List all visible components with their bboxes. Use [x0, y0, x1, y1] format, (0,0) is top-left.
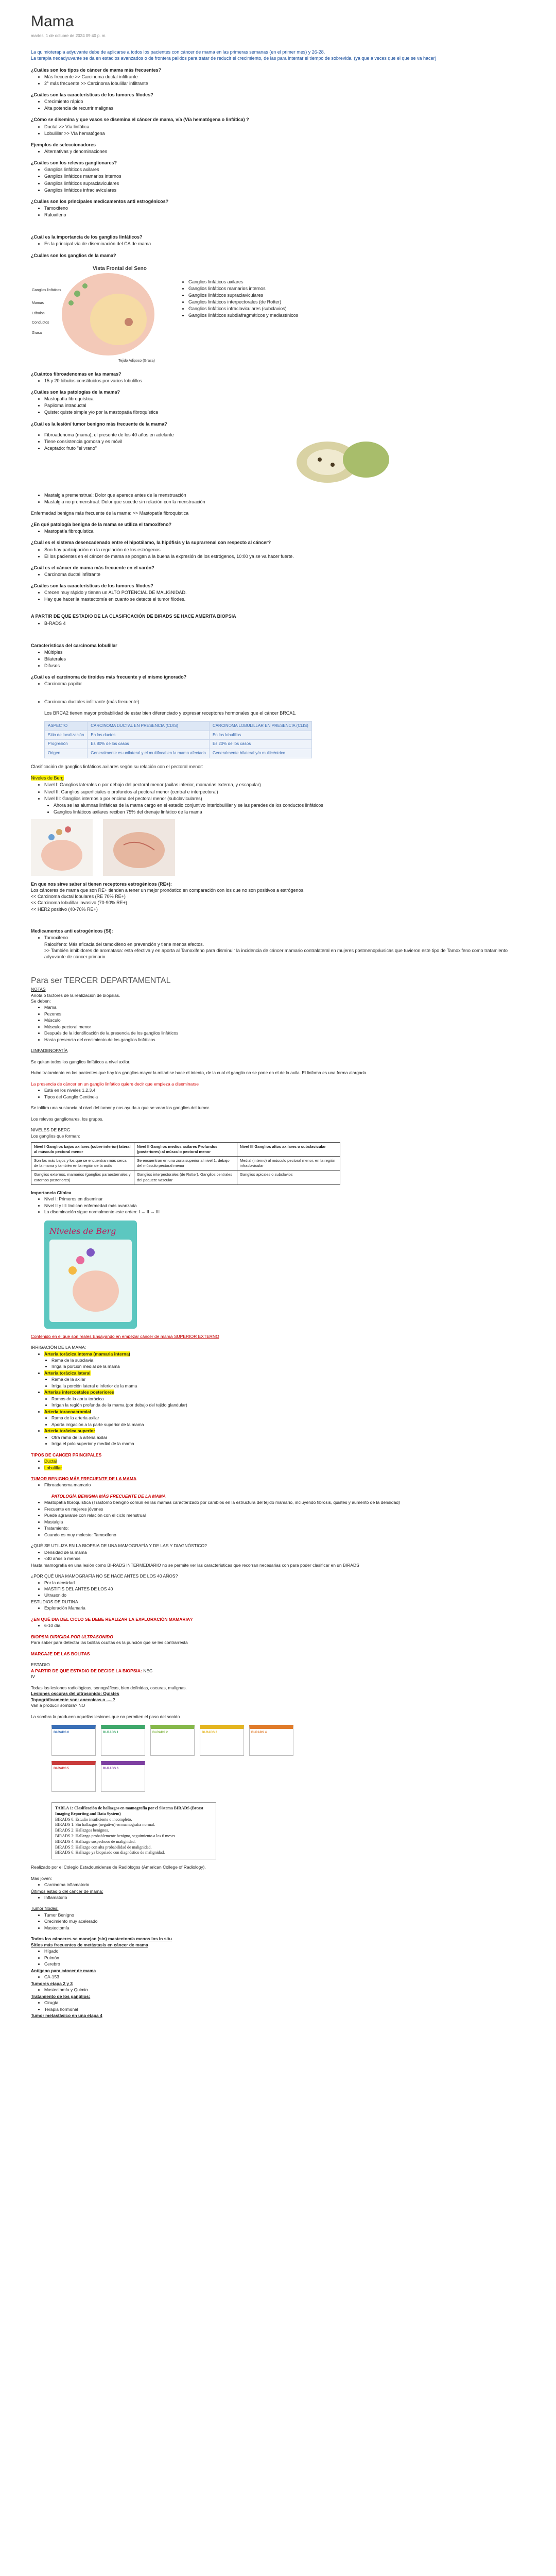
estadio-answer: NEC: [143, 1668, 153, 1673]
part2-subitems: [31, 987, 525, 1004]
qa-answer: • Ductal >> Vía linfática: [44, 124, 525, 130]
list-item: • Mastalgia: [44, 1519, 525, 1525]
list-item: • Frecuente en mujeres jóvenes: [44, 1506, 525, 1512]
intro-text: La quimioterapia adyuvante debe de aplicarse a todos los pacientes con cáncer de mama en las primeras semanas (en el primer mes) y 26-28.: [31, 49, 325, 55]
list-item: • Mama: [44, 1005, 525, 1010]
list-item: • MASTITIS DEL ANTES DE LOS 40: [44, 1586, 525, 1592]
rec-question: En que nos sirve saber si tienen receptores estrogénicos (RE+):: [31, 882, 172, 887]
table-cell: Nivel II Ganglios medios axilares Profundos (posteriores) al músculo pectoral menor: [134, 1142, 237, 1156]
clasif-levels: [44, 782, 525, 801]
type-item: • Ductal: [44, 1459, 525, 1464]
table-cell: Es 20% de los casos: [209, 740, 311, 749]
carc-title: Características del carcinoma lobulillar: [31, 642, 117, 648]
sobre-list: [44, 547, 525, 560]
tabla-rows: [55, 1817, 213, 1856]
subtype-list: [44, 681, 525, 687]
pat-list: [44, 396, 525, 415]
lesion-title: Últimos estadío del cáncer de mama:: [31, 1888, 103, 1894]
birads-card: [101, 1725, 145, 1756]
qa-section: [31, 67, 525, 137]
list-item: • Cerebro: [44, 1961, 525, 1967]
list-item: • Difusos: [44, 663, 525, 669]
list-item: • Puede agravarse con relación con el ciclo menstrual: [44, 1513, 525, 1518]
carc-list: [44, 649, 525, 669]
list-item: • Hay que hacer la mastectomía en cuanto se detecte el tumor filodes.: [44, 596, 525, 602]
types-title: TIPOS DE CANCER PRINCIPALES: [31, 1452, 102, 1458]
irr-item: • Rama de la arteria axilar: [51, 1415, 525, 1421]
levels-figure: [31, 819, 525, 876]
antigeno-title: Antígeno para cáncer de mama: [31, 1968, 96, 1973]
irr-item: • Arteria torácica interna (mamaria interna): [44, 1351, 525, 1357]
breast-label-bottom: Tejido Adiposo (Grasa): [118, 359, 155, 363]
qa-question: ¿Cuáles son las características de los tumores filodes?: [31, 92, 153, 97]
part2-note3: Se infiltra una sustancia al nivel del tumor y nos ayuda a que se vean los ganglios del tumor.: [31, 1105, 210, 1111]
lesion-list: [44, 1895, 525, 1901]
ductal-list: [44, 699, 525, 705]
table-cell: CARCINOMA LOBULILLAR EN PRESENCIA (CLIS): [209, 721, 311, 731]
pat-benign-title: PATOLOGÍA BENIGNA MÁS FRECUENTE DE LA MAMA: [51, 1493, 166, 1499]
berg-card: [44, 1221, 137, 1329]
qa-answers: [44, 124, 525, 137]
intro-text-2: La terapia neoadyuvante se da en estadios avanzados o de frontera palidos para tratar de reducir el crecimiento, de las para intentar el tiempo de sobrevida. (ya que a veces que el que se va hacer): [31, 56, 437, 61]
table-row: [45, 749, 312, 758]
meds2-title: Medicamentos anti estrogénicos (SI):: [31, 928, 113, 934]
var-question: ¿Cuál es el cáncer de mama más frecuente en el varón?: [31, 565, 154, 570]
when-list: [44, 1550, 525, 1562]
list-item: • Raloxifeno: [44, 212, 525, 218]
legend-item: • Ganglios linfáticos subdiafragmáticos y mediastínicos: [188, 312, 298, 318]
birads-card: [101, 1761, 145, 1792]
legend-item: • Ganglios linfáticos infraclaviculares (subclavios): [188, 306, 298, 312]
breast-figure: [31, 263, 525, 366]
estadio-label: ESTADIO: [31, 1662, 50, 1668]
tumores-title: Tumores etapa 2 y 3: [31, 1980, 73, 1986]
import-question: ¿Cuál es la importancia de los ganglios linfáticos?: [31, 234, 143, 240]
list-item: • Densidad de la mama: [44, 1550, 525, 1555]
rec-line: << HER2 positivo (40-70% RE+): [31, 906, 98, 912]
topo-note: La sombra la producen aquellas lesiones que no permiten el paso del sonido: [31, 1714, 180, 1719]
ecos-title: Lesiones oscuras del ultrasonido: Quistes: [31, 1691, 119, 1697]
irr-item: • Arteria toracoacromial: [44, 1409, 525, 1415]
enf-benigna: Enfermedad benigna más frecuente de la mama: >> Mastopatía fibroquística: [31, 510, 189, 516]
list-item: • Carcinoma inflamatorio: [44, 1882, 525, 1888]
pat-question: ¿Cuáles son las patologías de la mama?: [31, 389, 120, 395]
table-cell: ASPECTO: [45, 721, 88, 731]
part2-link[interactable]: LINFADENOPATÍA: [31, 1048, 68, 1054]
table-cell: Son los más bajos y los que se encuentran más cerca de la mama y también en la región de la axila: [31, 1157, 134, 1171]
breast-photo: [103, 819, 175, 876]
table-cell: En los ductos: [88, 731, 210, 740]
estudios2: Todas las lesiones radiológicas, sonográficas, bien definidas, oscuras, malignas.: [31, 1685, 187, 1690]
fruit-image: [291, 431, 394, 488]
birads-question: A PARTIR DE QUE ESTADIO DE LA CLASIFICACIÓN DE BIRADS SE HACE AMERITA BIOPSIA: [31, 614, 236, 619]
list-item: • Carcinoma ductales infiltrante (más frecuente): [44, 699, 525, 705]
tabla-row: BIRADS 4: Hallazgo sospechoso de malignidad.: [55, 1839, 136, 1844]
table-cell: En los lobulillos: [209, 731, 311, 740]
list-item: • Hígado: [44, 1948, 525, 1954]
table-cell: Ganglios interpectorales (de Rotter). Ganglios centrales del paquete vascular: [134, 1171, 237, 1184]
breast-fig-title: Vista Frontal del Seno: [93, 265, 147, 272]
fil-list: [44, 589, 525, 602]
exploracion-item: • Exploración Mamaria: [44, 1605, 525, 1611]
irr-item: • Arterias intercostales posteriores: [44, 1389, 525, 1395]
fruit-list: [44, 431, 281, 452]
irr-item: • Otra rama de la arteria axilar: [51, 1435, 525, 1440]
rec-line: << Carcinoma lobulillar invasivo (70-90% RE+): [31, 900, 127, 906]
irr-item: • Ramos de la aorta torácica: [51, 1396, 525, 1402]
tumor-benign-title: TUMOR BENIGNO MÁS FRECUENTE DE LA MAMA: [31, 1476, 137, 1481]
birads-card-title: BI-RADS 2: [152, 1731, 168, 1734]
rec-line: << Carcinoma ductal lobulares (RE 70% RE+): [31, 894, 126, 900]
pat-ang-list: [44, 528, 525, 534]
list-item: • Es la principal vía de diseminación del CA de mama: [44, 241, 525, 247]
table-cell: Se encuentran en una zona superior al nivel 1, debajo del músculo pectoral menor: [134, 1157, 237, 1171]
ganglios-list: [44, 166, 525, 193]
list-item: • Tumor Benigno: [44, 1912, 525, 1918]
ttos-list: [44, 2000, 525, 2012]
birads-card: [51, 1761, 96, 1792]
fil-question: ¿Cuáles son las características de los tumores filodes?: [31, 583, 153, 589]
list-item: • Mastopatía fibroquística (Trastorno benigno común en las mamas caracterizado por cambios en la estructura del tejido mamario, incluyendo fibrosis, quistes y aumento de la densidad): [44, 1500, 525, 1505]
fibro-question: ¿Cuántos fibroadenomas en las mamas?: [31, 371, 121, 377]
list-item: • Mastalgia premenstrual: Dolor que aparece antes de la menstruación: [44, 492, 525, 498]
tabla-row: BIRADS 5: Hallazgo con alta probabilidad de malignidad.: [55, 1844, 152, 1850]
table-row: [31, 1142, 340, 1156]
list-item: • Cirugía: [44, 2000, 525, 2006]
list-item: • Ahora se las alumnas linfáticas de la mama cargo en el estadio conjuntivo interlobulillar y se las paredes de los conductos linfáticos: [54, 802, 525, 808]
tf-list: [44, 1912, 525, 1931]
birads-card-title: BI-RADS 0: [54, 1731, 70, 1734]
sobre-question: ¿Cuál es el sistema desencadenado entre el hipotálamo, la hipófisis y la suprarrenal con respecto al cáncer?: [31, 540, 271, 546]
estudios-title: ESTUDIOS DE RUTINA: [31, 1599, 78, 1604]
birads-answer: [44, 620, 525, 626]
pat-ang-question: ¿En qué patología benigna de la mama se utiliza el tamoxifeno?: [31, 522, 172, 528]
marcaje: MARCAJE DE LAS BOLITAS: [31, 1651, 90, 1656]
birads-card: [200, 1725, 244, 1756]
types-list: [44, 1459, 525, 1471]
table-cell: Sitio de localización: [45, 731, 88, 740]
tabla-row: BIRADS 0: Estudio insuficiente o incompleto.: [55, 1817, 132, 1822]
list-item: • La diseminación sigue normalmente este orden: I → II → III: [44, 1209, 525, 1215]
clasif-title: Clasificación de ganglios linfáticos axilares según su relación con el pectoral menor:: [31, 764, 203, 770]
irr-item: • Arteria torácica lateral: [44, 1370, 525, 1376]
table-cell: Nivel I Ganglios bajos axilares (sobre inferior) lateral al músculo pectoral menor: [31, 1142, 134, 1156]
list-item: • Está en los niveles 1,2,3,4: [44, 1088, 525, 1093]
irr-item: • Rama de la axilar: [51, 1377, 525, 1382]
tabla-row: BIRADS 6: Hallazgo ya biopsiado con diagnóstico de malignidad.: [55, 1850, 165, 1855]
list-item: • Son hay participación en la regulación de los estrógenos: [44, 547, 525, 553]
table-cell: Es 80% de los casos: [88, 740, 210, 749]
irr-item: • Aporta irrigación a la parte superior de la mama: [51, 1422, 525, 1428]
birads-card-title: BI-RADS 5: [54, 1767, 70, 1770]
list-item: • Músculo: [44, 1018, 525, 1023]
breast-label-2: Lóbulos: [32, 311, 45, 315]
list-item: • Carcinoma ductal infiltrante: [44, 571, 525, 578]
list-item: • Ganglios linfáticos mamarios internos: [44, 173, 525, 179]
part2-subitem: Se deben:: [31, 998, 51, 1004]
fibro-list: [44, 378, 525, 384]
list-item: • Músculo pectoral menor: [44, 1024, 525, 1030]
list-item: • Papiloma intraductal: [44, 402, 525, 409]
table-row: [31, 1171, 340, 1184]
list-item: • 15 y 20 lóbulos constituidos por varios lobulillos: [44, 378, 525, 384]
breast-label-3: Conductos: [32, 320, 49, 325]
fruit-question: ¿Cuál es la lesión/ tumor benigno más frecuente de la mama?: [31, 421, 167, 427]
birads-card-title: BI-RADS 3: [202, 1731, 218, 1734]
birads-card: [150, 1725, 195, 1756]
group-title: Ejemplos de seleccionadores: [31, 142, 96, 147]
list-item: • <40 años o menos: [44, 1556, 525, 1562]
list-item: • Pulmón: [44, 1955, 525, 1961]
list-item: • Nivel I: Ganglios laterales o por debajo del pectoral menor (axilas inferior, mamarias externa, y escapular): [44, 782, 525, 788]
table-row: [45, 740, 312, 749]
breast-label-1: Mamas: [32, 301, 44, 305]
which-question: ¿Cuáles son los ganglios de la mama?: [31, 252, 116, 258]
list-item: • Ganglios linfáticos axilares reciben 75% del drenaje linfático de la mama: [54, 809, 525, 815]
sitios-title: Sitios más frecuentes de metástasis en cáncer de mama: [31, 1942, 148, 1947]
table-cell: Ganglios apicales o subclavios: [237, 1171, 340, 1184]
list-item: • El los pacientes en el cáncer de mama se pongan a la buena la expresión de los estrógenos, 10:00 ya se va hacer fuerte.: [44, 553, 525, 560]
estadio-answer-2: IV: [31, 1674, 36, 1680]
tabla-note: Realizado por el Colegio Estadounidense de Radiólogos (American College of Radiology).: [31, 1865, 206, 1870]
legend-item: • Ganglios linfáticos interpectorales (de Rotter): [188, 299, 298, 305]
meds2-text: [44, 941, 525, 960]
when-question: ¿QUÉ SE UTILIZA EN LA BIOPSIA DE UNA MAMOGRAFÍA Y DE LAS Y DIAGNÓSTICO?: [31, 1543, 207, 1549]
list-item: • Nivel II y III: Indican enfermedad más avanzada: [44, 1203, 525, 1209]
birads-cards: [51, 1725, 299, 1792]
list-item: • B-RADS 4: [44, 620, 525, 626]
list-item: • Nivel I: Primeros en diseminar: [44, 1196, 525, 1202]
meds-question: ¿Cuáles son los principales medicamentos anti estrogénicos?: [31, 198, 169, 204]
qa-answer: • Crecimiento rápido: [44, 98, 525, 105]
antigeno-list: [44, 1974, 525, 1980]
list-item: • Cuando es muy molesto: Tamoxifeno: [44, 1532, 525, 1538]
list-item: • Mastopatía fibroquística: [44, 396, 525, 402]
irr-item: • Irrigan la región profunda de la mama (por debajo del tejido glandular): [51, 1402, 525, 1408]
berg-levels-image: [31, 819, 93, 876]
list-item: • Ganglios linfáticos axilares: [44, 166, 525, 173]
fruit-figure: [31, 431, 525, 488]
qa-answer: • Más frecuente >> Carcinoma ductal infiltrante: [44, 74, 525, 80]
list-item: • Después de la identificación de la presencia de los ganglios linfáticos: [44, 1030, 525, 1036]
list-item: • Carcinoma papilar: [44, 681, 525, 687]
legend-item: • Ganglios linfáticos supraclaviculares: [188, 292, 298, 298]
part2-title: Para ser TERCER DEPARTAMENTAL: [31, 976, 171, 986]
meds2-list: [44, 935, 525, 941]
rec-line: Los cánceres de mama que son RE+ tienden a tener un mejor pronóstico en comparación con los que no son positivos a estrógenos.: [31, 888, 305, 893]
list-item: • Crecimiento muy acelerado: [44, 1919, 525, 1924]
nivel-sub: Los ganglios que forman:: [31, 1133, 80, 1139]
meds2-line: >> También inhibidores de aromatasa: esta efectiva y en aporta al Tamoxifeno para disminuir la incidencia de cáncer mamario contralateral en mujeres postmenopáusicas que tuvieron este tipo de Tamoxifeno como tratamiento adyuvante de cáncer primario.: [44, 948, 508, 960]
var-list: [44, 571, 525, 578]
part2-red1: La presencia de cáncer en un ganglio linfático quiere decir que empieza a diseminarse: [31, 1081, 199, 1087]
part2-list1: [44, 1005, 525, 1043]
biopsia-title: BIOPSIA DIRIGIDA POR ULTRASONIDO: [31, 1634, 113, 1639]
berg-card-title: Niveles de Berg: [49, 1226, 116, 1236]
table-cell: Ganglios externos, mamarios (ganglios paraesternales y externos posteriores): [31, 1171, 134, 1184]
list-item: • Inflamatorio: [44, 1895, 525, 1901]
qa-answer: • Lobulillar >> Vía hematógena: [44, 130, 525, 137]
cdis-clis-table: [44, 721, 312, 758]
table-cell: Medial (interno) al músculo pectoral menor, en la región infraclavicular: [237, 1157, 340, 1171]
qa-answer: • 2° más frecuente >> Carcinoma lobulillar infiltrante: [44, 80, 525, 87]
list-item: • Mastectomía y Quimio: [44, 1987, 525, 1993]
table-cell: Origen: [45, 749, 88, 758]
list-item: • Hasta presencia del crecimiento de los ganglios linfáticos: [44, 1037, 525, 1043]
list-item: • Nivel II: Ganglios superficiales o profundos al pectoral menor (central e interpectoral): [44, 789, 525, 795]
tumores-list: [44, 1987, 525, 1993]
biopsia-text: Para saber para detectar las bolitas ocultas es la punción que se les contrarresta: [31, 1640, 188, 1646]
min-title: Mas joven:: [31, 1875, 53, 1881]
tabla-row: BIRADS 3: Hallazgo probablemente benigno, seguimiento a los 6 meses.: [55, 1833, 177, 1838]
part2-subitem: NOTAS: [31, 987, 46, 992]
qa-answer: • Alta potencia de recurrir malignas: [44, 105, 525, 111]
berg-card-image: [49, 1240, 132, 1322]
usg-item: • Ultrasonido: [44, 1592, 525, 1598]
tabla-row: BIRADS 2: Hallazgos benignos.: [55, 1828, 109, 1833]
list-item: • Aceptado: fruto "el vrano": [44, 445, 281, 451]
list-item: • Ganglios linfáticos supraclaviculares: [44, 180, 525, 187]
irr-item: • Irriga el polo superior y medial de la mama: [51, 1441, 525, 1447]
mamo-list: [44, 1580, 525, 1592]
irr-title: IRRIGACIÓN DE LA MAMA:: [31, 1345, 86, 1350]
table-cell: Generalmente es unilateral y el multifocal en la mama afectada: [88, 749, 210, 758]
list-item: • Terapia hormonal: [44, 2007, 525, 2012]
import-list: [44, 241, 525, 247]
meds-list: [44, 205, 525, 218]
birads-card-title: BI-RADS 1: [103, 1731, 119, 1734]
list-item: • Ganglios linfáticos infraclaviculares: [44, 187, 525, 193]
list-item: • Pezones: [44, 1011, 525, 1017]
list-item: • Alternativas y denominaciones: [44, 148, 525, 155]
list-item: • Bilaterales: [44, 656, 525, 662]
ganglios-question: ¿Cuáles son los relevos ganglionares?: [31, 160, 117, 166]
imp-list: [44, 1196, 525, 1215]
legend-item: • Ganglios linfáticos axilares: [188, 279, 298, 285]
part2-note2: Hubo tratamiento en las pacientes que hay los ganglios mayor la mitad se hace el intento, de la cual el ganglio no se pone en el de la axila. El linfoma es una forma alargada.: [31, 1070, 368, 1076]
tabla-row: BIRADS 1: Sin hallazgos (negativo) en mamografía normal.: [55, 1822, 155, 1827]
breast-label-4: Grasa: [32, 331, 42, 335]
qa-question: ¿Cuáles son los tipos de cáncer de mama más frecuentes?: [31, 67, 162, 73]
clasif-more: [54, 802, 525, 815]
breast-anatomy-illustration: [31, 263, 165, 366]
list-item: • Tratamiento:: [44, 1526, 525, 1531]
nivel-title: NIVELES DE BERG: [31, 1127, 71, 1133]
clasif-highlight: Niveles de Berg: [31, 775, 64, 781]
tumor-filodes: Tumor filodes:: [31, 1906, 59, 1911]
topo-title: Topográficamente son: anecoicas o .....?: [31, 1697, 115, 1702]
list-item: • Crecen muy rápido y tienen un ALTO POTENCIAL DE MALIGNIDAD.: [44, 589, 525, 596]
birads-card-title: BI-RADS 4: [251, 1731, 267, 1734]
birads-card: [51, 1725, 96, 1756]
mastalgia-list: [44, 492, 525, 505]
list-item: • Por la densidad: [44, 1580, 525, 1586]
list-item: • Nivel III: Ganglios internos o por encima del pectoral menor (subclaviculares): [44, 795, 525, 802]
table-row: [31, 1157, 340, 1171]
last-title: Tumor metastásico en una etapa 4: [31, 2012, 102, 2018]
legend-item: • Ganglios linfáticos mamarios internos: [188, 285, 298, 292]
tabla-title: TABLA 1: Clasificación de hallazgos en mamografía por el Sistema BIRADS (Breast Imaging Reporting and Data System): [55, 1805, 203, 1816]
irr-item: • Irriga la porción medial de la mama: [51, 1364, 525, 1369]
group-list: [44, 148, 525, 155]
table-cell: CARCINOMA DUCTAL EN PRESENCIA (CDIS): [88, 721, 210, 731]
breast-legend: [188, 278, 298, 319]
mamo-question: ¿POR QUÉ UNA MAMOGRAFÍA NO SE HACE ANTES DE LOS 40 AÑOS?: [31, 1573, 178, 1579]
ttos-title: Tratamiento de los ganglios:: [31, 1993, 91, 1999]
page-meta: martes, 1 de octubre de 2024 09:40 p. m.: [31, 33, 107, 38]
list-item: • Tipos del Ganglio Centinela: [44, 1094, 525, 1100]
pat-benign-list: [44, 1500, 525, 1538]
subtype-question: ¿Cuál es el carcinoma de tiroides más frecuente y el mismo ignorado?: [31, 674, 187, 680]
list-item: • Mastalgia no premenstrual: Dolor que sucede sin relación con la menstruación: [44, 499, 525, 505]
age-question: ¿EN QUÉ DIA DEL CICLO SE DEBE REALIZAR LA EXPLORACIÓN MAMARIA?: [31, 1616, 193, 1622]
part2-note1: Se quitan todos los ganglios linfáticos a nivel axilar.: [31, 1059, 131, 1064]
topo-question: Van a producir sombra? NO: [31, 1703, 85, 1708]
table-row: [45, 731, 312, 740]
page-title: Mama: [31, 13, 74, 30]
when-text: Hasta mamografía en una lesión como BI-RADS INTERMEDIARIO no se permite ver las características que recorran necesarias con para poder clasificar en un BIRADS: [31, 1562, 359, 1568]
list-item: • Mastectomía: [44, 1925, 525, 1931]
age-answer: • 6-10 día: [44, 1623, 525, 1629]
list-item: • CA-153: [44, 1974, 525, 1980]
irr-item: • Rama de la subclavia: [51, 1358, 525, 1363]
part2-subitem: Anota o factores de la realización de biopsias.: [31, 992, 120, 998]
table-cell: Nivel III Ganglios altos axilares o subclavicular: [237, 1142, 340, 1156]
birads-table: [51, 1802, 216, 1859]
irr-item: • Irriga la porción lateral e inferior de la mama: [51, 1383, 525, 1389]
red-caption: Contenido en el que son reales Ensayando en empezar cáncer de mama SUPERIOR EXTERNO: [31, 1333, 219, 1339]
list-item: • Tiene consistencia gomosa y es móvil: [44, 438, 281, 445]
irr-list: [44, 1351, 525, 1447]
table-row: [45, 721, 312, 731]
min-list: [44, 1882, 525, 1888]
imp-title: Importancia Clínica: [31, 1190, 72, 1195]
part2-note4: Los relevos ganglionares, los grupos.: [31, 1116, 103, 1122]
qa-question: ¿Cómo se disemina y que vasos se disemina el cáncer de mama, vía (Vía hematógena o linfática) ?: [31, 117, 249, 123]
list-item: • Quiste: quiste simple y/o por la mastopatía fibroquística: [44, 409, 525, 415]
type-item: • Lobulillar: [44, 1465, 525, 1471]
berg-levels-table: [31, 1142, 340, 1185]
birads-card: [249, 1725, 293, 1756]
ductal-note: Los BRCA2 tienen mayor probabilidad de estar bien diferenciado y expresar receptores hormonales que el cáncer BRCA1.: [44, 710, 297, 716]
birads-card-title: BI-RADS 6: [103, 1767, 119, 1770]
estadio-question: A PARTIR DE QUE ESTADIO DE DECIDE LA BIOPSIA:: [31, 1668, 142, 1673]
tres-title: Todos los cánceres se manejan (sin) mastectomía menos los in situ: [31, 1936, 172, 1942]
list-item: • Tamoxifeno: [44, 935, 525, 941]
breast-label-0: Ganglios linfáticos: [32, 288, 61, 292]
irr-item: • Arteria torácica superior: [44, 1428, 525, 1434]
qa-answers: [44, 74, 525, 87]
sitios-list: [44, 1948, 525, 1967]
list-item: • Múltiples: [44, 649, 525, 655]
list-item: • Fibroadenoma (mama), el presente de los 40 años en adelante: [44, 432, 281, 438]
table-cell: Progresión: [45, 740, 88, 749]
fibroad-item: • Fibroadenoma mamario: [44, 1482, 525, 1488]
part2-list2: [44, 1088, 525, 1100]
meds2-line: Raloxifeno: Más eficacia del tamoxifeno en prevención y tiene menos efectos.: [44, 942, 204, 947]
qa-answers: [44, 98, 525, 111]
table-cell: Generalmente bilateral y/o multicéntrico: [209, 749, 311, 758]
list-item: • Tamoxifeno: [44, 205, 525, 211]
rec-text: [31, 887, 525, 912]
list-item: • Mastopatía fibroquística: [44, 528, 525, 534]
